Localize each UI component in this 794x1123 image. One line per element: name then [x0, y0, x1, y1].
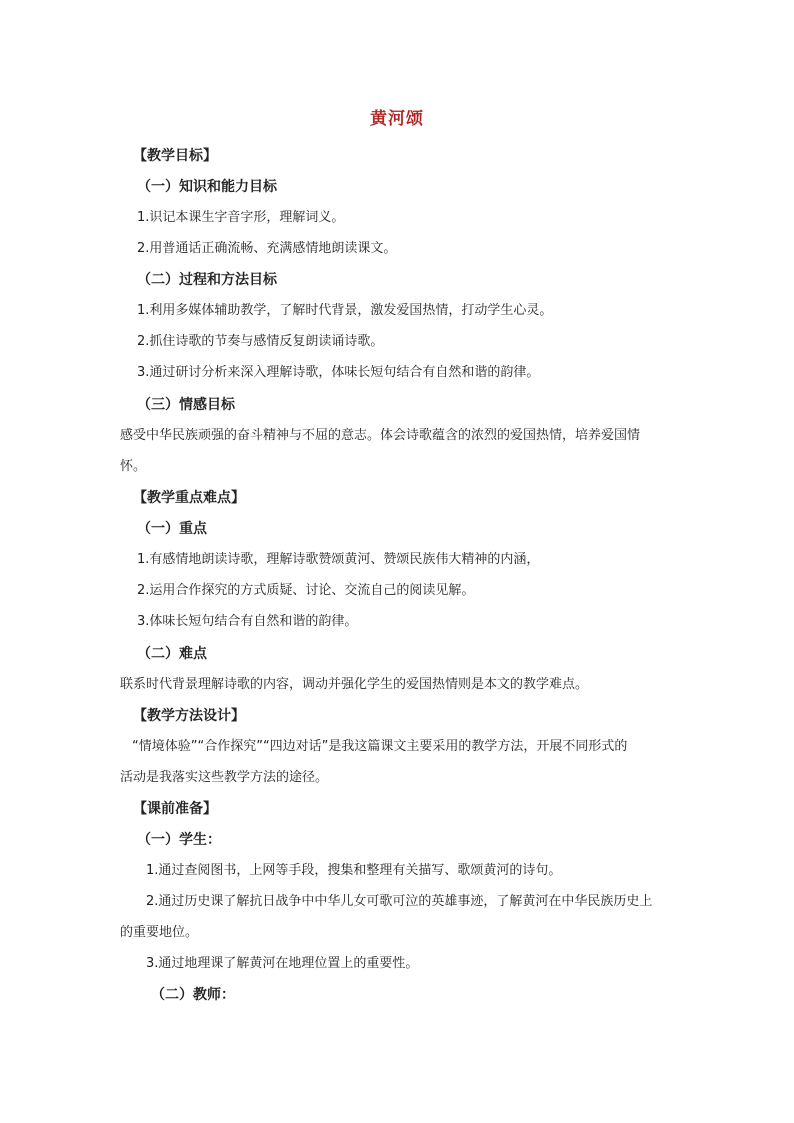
list-item: 2.抓住诗歌的节奏与感情反复朗读诵诗歌。 [137, 334, 384, 349]
paragraph-line: 活动是我落实这些教学方法的途径。 [120, 770, 329, 785]
subheading-difficulty: （二）难点 [137, 646, 207, 662]
list-item: 1.有感情地朗读诗歌，理解诗歌赞颂黄河、赞颂民族伟大精神的内涵， [137, 552, 540, 567]
list-item: 3.通过研讨分析来深入理解诗歌，体味长短句结合有自然和谐的韵律。 [137, 365, 540, 380]
section-heading-keypoints: 【教学重点难点】 [133, 490, 245, 506]
subheading-emotion: （三）情感目标 [137, 397, 235, 413]
section-heading-prep: 【课前准备】 [133, 801, 217, 817]
paragraph-line: 的重要地位。 [120, 925, 199, 940]
section-heading-goals: 【教学目标】 [133, 148, 217, 164]
list-item: 1.识记本课生字音字形，理解词义。 [137, 210, 345, 225]
paragraph-line: 怀。 [120, 459, 147, 474]
subheading-knowledge: （一）知识和能力目标 [137, 179, 277, 195]
list-item: 1.利用多媒体辅助教学，了解时代背景，激发爱国热情，打动学生心灵。 [137, 303, 553, 318]
paragraph-line: 联系时代背景理解诗歌的内容，调动并强化学生的爱国热情则是本文的教学难点。 [120, 677, 589, 692]
list-item: 2.通过历史课了解抗日战争中中华儿女可歌可泣的英雄事迹，了解黄河在中华民族历史上 [146, 894, 653, 909]
list-item: 1.通过查阅图书，上网等手段，搜集和整理有关描写、歌颂黄河的诗句。 [146, 863, 562, 878]
list-item: 2.用普通话正确流畅、充满感情地朗读课文。 [137, 241, 397, 256]
list-item: 2.运用合作探究的方式质疑、讨论、交流自己的阅读见解。 [137, 583, 475, 598]
list-item: 3.通过地理课了解黄河在地理位置上的重要性。 [146, 956, 419, 971]
subheading-teacher: （二）教师： [151, 987, 235, 1003]
section-heading-method: 【教学方法设计】 [133, 708, 245, 724]
subheading-focus: （一）重点 [137, 521, 207, 537]
document-title: 黄河颂 [370, 109, 424, 129]
subheading-students: （一）学生： [137, 832, 221, 848]
subheading-process: （二）过程和方法目标 [137, 272, 277, 288]
list-item: 3.体味长短句结合有自然和谐的韵律。 [137, 614, 358, 629]
paragraph-line: 感受中华民族顽强的奋斗精神与不屈的意志。体会诗歌蕴含的浓烈的爱国热情，培养爱国情 [120, 428, 641, 443]
paragraph-line: “情境体验”“合作探究”“四边对话”是我这篇课文主要采用的教学方法，开展不同形式的 [132, 739, 628, 754]
